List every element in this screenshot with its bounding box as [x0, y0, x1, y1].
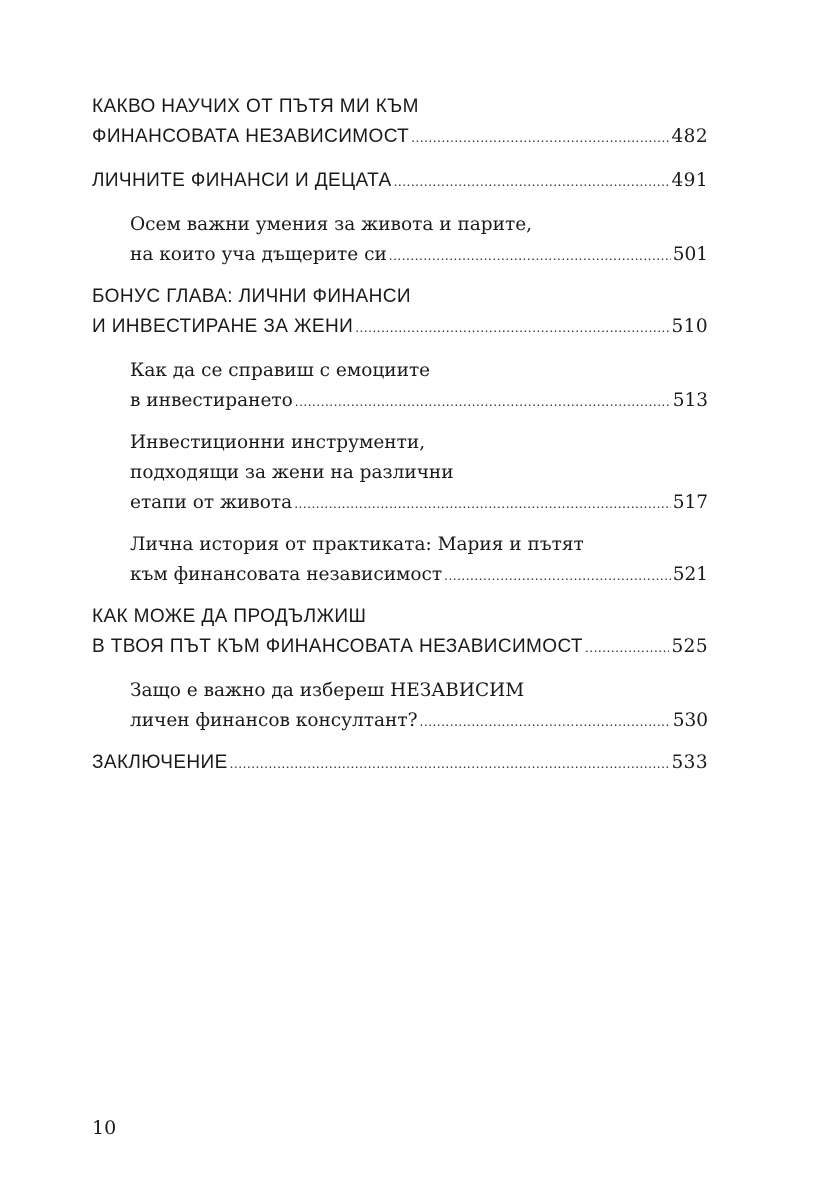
toc-entry-line	[130, 210, 708, 240]
toc-entry-title: КАКВО НАУЧИХ ОТ ПЪТЯ МИ КЪМ	[92, 96, 419, 117]
toc-entry-title: Лична история от практиката: Мария и пътят	[130, 534, 584, 555]
toc-entry-title: етапи от живота	[130, 492, 293, 513]
toc-entry-title: Как да се справиш с емоциите	[130, 360, 431, 381]
toc-page-number: 510	[671, 316, 708, 337]
dot-leader	[585, 633, 670, 663]
toc-entry-title: И ИНВЕСТИРАНЕ ЗА ЖЕНИ	[92, 316, 354, 337]
toc-page-number: 501	[672, 244, 708, 265]
toc-subsection-entry[interactable]	[130, 676, 708, 737]
toc-page-number: 525	[671, 636, 708, 657]
toc-subsection-entry[interactable]	[130, 428, 708, 519]
toc-page-number: 521	[672, 564, 708, 585]
toc-chapter-entry[interactable]	[92, 92, 708, 153]
toc-entry-title: на които уча дъщерите си	[130, 244, 387, 265]
dot-leader	[394, 167, 670, 197]
toc-entry-line	[92, 122, 708, 153]
toc-chapter-entry[interactable]	[92, 282, 708, 343]
toc-entry-line	[130, 240, 708, 271]
toc-entry-title: КАК МОЖЕ ДА ПРОДЪЛЖИШ	[92, 606, 367, 627]
toc-entry-title: ЗАКЛЮЧЕНИЕ	[92, 752, 228, 773]
toc-page-number: 513	[672, 390, 708, 411]
toc-entry-line	[92, 748, 708, 779]
dot-leader	[355, 313, 669, 343]
toc-entry-line	[92, 92, 708, 122]
toc-entry-line	[130, 386, 708, 417]
toc-page-number: 482	[671, 126, 708, 147]
dot-leader	[389, 241, 671, 271]
toc-entry-line	[130, 676, 708, 706]
toc-subsection-entry[interactable]	[130, 356, 708, 417]
toc-subsection-entry[interactable]	[130, 210, 708, 271]
toc-entry-title: БОНУС ГЛАВА: ЛИЧНИ ФИНАНСИ	[92, 286, 411, 307]
toc-entry-title: в инвестирането	[130, 390, 293, 411]
toc-entry-line	[130, 530, 708, 560]
table-of-contents	[92, 92, 708, 792]
dot-leader	[230, 749, 670, 779]
toc-entry-title: ФИНАНСОВАТА НЕЗАВИСИМОСТ	[92, 126, 410, 147]
dot-leader	[295, 387, 671, 417]
toc-entry-line	[130, 428, 708, 458]
toc-entry-line	[130, 706, 708, 737]
toc-entry-line	[130, 356, 708, 386]
toc-entry-line	[130, 560, 708, 591]
dot-leader	[444, 561, 671, 591]
toc-page-number: 530	[672, 710, 708, 731]
toc-chapter-entry[interactable]	[92, 166, 708, 197]
dot-leader	[294, 489, 671, 519]
toc-entry-line	[92, 166, 708, 197]
toc-page-number: 517	[672, 492, 708, 513]
toc-page-number: 533	[671, 752, 708, 773]
toc-entry-title: Осем важни умения за живота и парите,	[130, 214, 533, 235]
toc-entry-title: личен финансов консултант?	[130, 710, 418, 731]
dot-leader	[411, 123, 669, 153]
toc-entry-title: Защо е важно да избереш НЕЗАВИСИМ	[130, 680, 525, 701]
toc-entry-line	[130, 458, 708, 488]
toc-entry-line	[92, 282, 708, 312]
toc-entry-line	[92, 632, 708, 663]
toc-entry-title: ЛИЧНИТЕ ФИНАНСИ И ДЕЦАТА	[92, 170, 392, 191]
toc-page-number: 491	[671, 170, 708, 191]
toc-chapter-entry[interactable]	[92, 748, 708, 779]
toc-subsection-entry[interactable]	[130, 530, 708, 591]
dot-leader	[420, 707, 671, 737]
toc-entry-line	[92, 602, 708, 632]
toc-entry-title: подходящи за жени на различни	[130, 462, 454, 483]
toc-entry-title: В ТВОЯ ПЪТ КЪМ ФИНАНСОВАТА НЕЗАВИСИМОСТ	[92, 636, 583, 657]
toc-entry-line	[92, 312, 708, 343]
toc-entry-title: Инвестиционни инструменти,	[130, 432, 426, 453]
toc-chapter-entry[interactable]	[92, 602, 708, 663]
toc-entry-title: към финансовата независимост	[130, 564, 443, 585]
toc-entry-line	[130, 488, 708, 519]
page-number: 10	[92, 1117, 117, 1139]
